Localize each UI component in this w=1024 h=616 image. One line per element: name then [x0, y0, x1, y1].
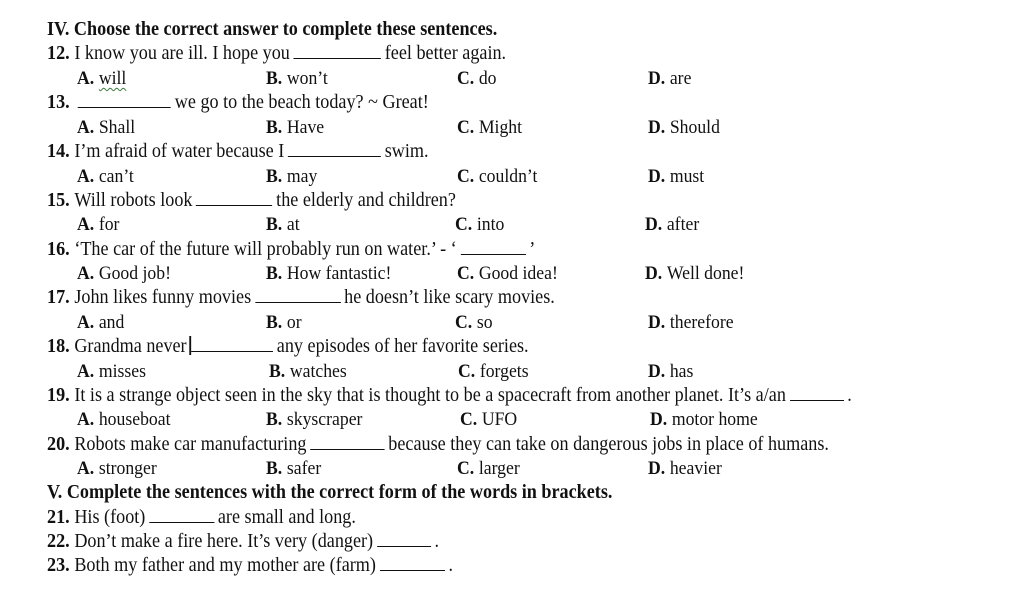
question-number: 16. [47, 239, 70, 260]
answer-blank[interactable] [288, 140, 381, 157]
options-16 [0, 262, 1024, 286]
answer-blank[interactable] [790, 384, 844, 401]
question-text-before: It is a strange object seen in the sky that is thought to be a spacecraft from another planet. It’s a/an [74, 385, 786, 406]
question-14 [47, 140, 999, 164]
question-text-after: are small and long. [217, 507, 356, 528]
option-c[interactable]: C. Might [457, 117, 523, 138]
question-text-before: Don’t make a fire here. It’s very (danger) [74, 531, 374, 552]
question-text-after: the elderly and children? [276, 190, 456, 211]
question-text-before: Grandma never [74, 336, 187, 357]
answer-blank[interactable] [255, 286, 341, 303]
question-22 [47, 530, 999, 554]
option-a[interactable]: A. misses [77, 361, 146, 382]
question-number: 22. [47, 531, 70, 552]
answer-blank[interactable] [196, 189, 272, 206]
options-14 [0, 165, 1024, 189]
question-text-after: . [847, 385, 852, 406]
question-number: 23. [47, 555, 70, 576]
options-20 [0, 457, 1024, 481]
question-17 [47, 286, 999, 310]
option-c[interactable]: C. couldn’t [457, 166, 538, 187]
question-number: 19. [47, 385, 70, 406]
option-c[interactable]: C. UFO [460, 409, 518, 430]
option-d[interactable]: D. Should [648, 117, 720, 138]
option-a[interactable]: A. and [77, 312, 125, 333]
question-number: 13. [47, 92, 70, 113]
option-d[interactable]: D. heavier [648, 458, 722, 479]
options-13 [0, 116, 1024, 140]
question-number: 20. [47, 434, 70, 455]
question-text-after: swim. [384, 141, 429, 162]
question-20 [47, 433, 999, 457]
question-text-before: I’m afraid of water because I [74, 141, 285, 162]
spellcheck-underline: will [98, 68, 127, 89]
question-12 [47, 42, 999, 66]
section-iv-title: IV. Choose the correct answer to complete these sentences. [47, 19, 498, 40]
question-text-after: ’ [529, 239, 536, 260]
option-d[interactable]: D. must [648, 166, 705, 187]
options-18 [0, 360, 1024, 384]
question-text-before: Will robots look [74, 190, 193, 211]
question-number: 14. [47, 141, 70, 162]
question-text-before: His (foot) [74, 507, 146, 528]
question-number: 12. [47, 43, 70, 64]
question-text-after: he doesn’t like scary movies. [344, 287, 555, 308]
option-d[interactable]: D. motor home [650, 409, 758, 430]
option-a[interactable]: A. will [77, 68, 127, 89]
option-d[interactable]: D. therefore [648, 312, 734, 333]
option-d[interactable]: D. are [648, 68, 692, 89]
option-c[interactable]: C. larger [457, 458, 520, 479]
option-b[interactable]: B. won’t [266, 68, 328, 89]
option-c[interactable]: C. into [455, 214, 505, 235]
question-23 [47, 554, 999, 578]
option-d[interactable]: D. Well done! [645, 263, 745, 284]
question-text-after: . [448, 555, 454, 576]
option-c[interactable]: C. so [455, 312, 493, 333]
answer-blank[interactable] [78, 91, 171, 108]
question-number: 17. [47, 287, 70, 308]
question-19 [47, 384, 999, 408]
option-b[interactable]: B. watches [269, 361, 347, 382]
options-12 [0, 67, 1024, 91]
answer-blank[interactable] [460, 238, 525, 255]
question-21 [47, 506, 999, 530]
question-text-before: I know you are ill. I hope you [74, 43, 290, 64]
answer-blank[interactable] [149, 506, 214, 523]
options-19 [0, 408, 1024, 432]
answer-blank[interactable] [294, 42, 381, 59]
option-b[interactable]: B. safer [266, 458, 322, 479]
option-b[interactable]: B. How fantastic! [266, 263, 392, 284]
option-a[interactable]: A. Good job! [77, 263, 171, 284]
option-a[interactable]: A. stronger [77, 458, 157, 479]
question-13 [47, 91, 999, 115]
section-v-title: V. Complete the sentences with the correct form of the words in brackets. [47, 482, 613, 503]
option-d[interactable]: D. after [645, 214, 700, 235]
question-text-after: feel better again. [384, 43, 507, 64]
option-c[interactable]: C. Good idea! [457, 263, 558, 284]
option-b[interactable]: B. Have [266, 117, 325, 138]
question-text-after: . [434, 531, 439, 552]
option-c[interactable]: C. forgets [458, 361, 529, 382]
question-text-after: any episodes of her favorite series. [276, 336, 529, 357]
question-number: 18. [47, 336, 70, 357]
answer-blank[interactable] [377, 530, 431, 547]
option-b[interactable]: B. may [266, 166, 318, 187]
question-text-before: John likes funny movies [74, 287, 252, 308]
question-18 [47, 335, 999, 359]
question-text-before: Both my father and my mother are (farm) [74, 555, 376, 576]
option-d[interactable]: D. has [648, 361, 694, 382]
question-number: 21. [47, 507, 70, 528]
option-c[interactable]: C. do [457, 68, 497, 89]
options-15 [0, 213, 1024, 237]
answer-blank[interactable] [191, 335, 273, 352]
question-15 [47, 189, 999, 213]
option-b[interactable]: B. or [266, 312, 302, 333]
option-a[interactable]: A. Shall [77, 117, 136, 138]
question-number: 15. [47, 190, 70, 211]
option-a[interactable]: A. for [77, 214, 120, 235]
option-a[interactable]: A. houseboat [77, 409, 171, 430]
option-b[interactable]: B. skyscraper [266, 409, 363, 430]
question-text-before: Robots make car manufacturing [74, 434, 307, 455]
answer-blank[interactable] [380, 554, 445, 571]
answer-blank[interactable] [310, 433, 384, 450]
question-16 [47, 238, 999, 262]
question-text-before: ‘The car of the future will probably run on water.’ - ‘ [74, 239, 457, 260]
question-text-after: because they can take on dangerous jobs in place of humans. [388, 434, 829, 455]
option-b[interactable]: B. at [266, 214, 300, 235]
option-a[interactable]: A. can’t [77, 166, 134, 187]
question-text-after: we go to the beach today? ~ Great! [174, 92, 429, 113]
options-17 [0, 311, 1024, 335]
